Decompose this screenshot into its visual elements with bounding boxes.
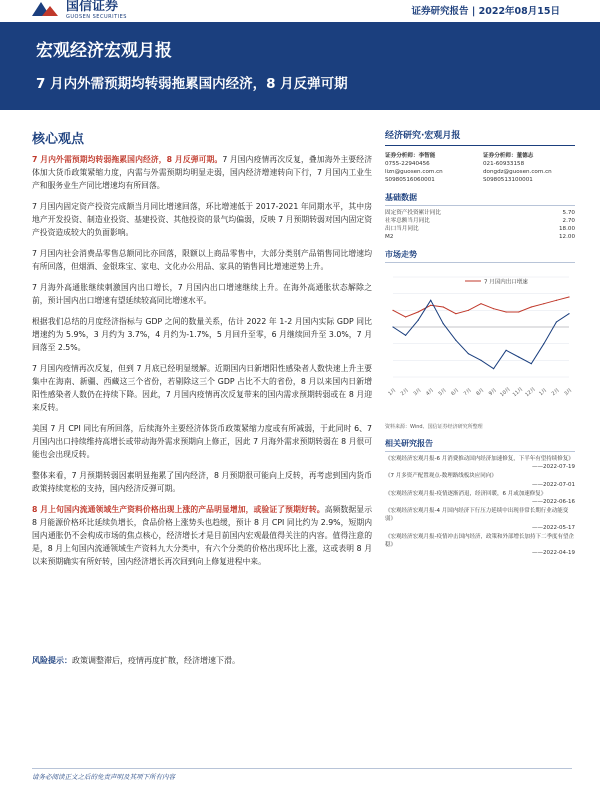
data-label: 固定资产投资累计同比 [385,210,441,216]
sidebar [385,128,575,558]
related-report-date: ——2022-06-16 [532,499,575,506]
chart-source: 资料来源：Wind、国信证券经济研究所整理 [385,424,483,430]
x-tick-label: 6月 [450,387,461,398]
paragraph-1 [32,153,372,192]
analyst-name: 证券分析师：董德志 [483,153,534,159]
guosen-logo [30,0,127,20]
analyst-phone: 0755-22940456 [385,161,430,167]
sidebar-heading: 经济研究·宏观月报 [385,128,575,146]
data-point [455,313,456,314]
data-point [518,356,519,357]
data-row [385,209,575,217]
report-type: 证券研究报告 | 2022年08月15日 [411,6,560,17]
related-report-item[interactable] [385,533,575,558]
paragraph-1-text: 7 月国内疫情再次反复，叠加海外主要经济体加大货币政策紧缩力度，内需与外需预期均明显走弱，国内经济增速转向下行，7 月国内工业生产和服务业生产同比增速均有所回落。 [32,155,372,190]
related-report-item[interactable] [385,490,575,506]
paragraph-9 [32,503,372,568]
x-tick-label: 10月 [499,386,512,399]
related-report-title: 《7 月多资产配置观点-数理路线板块应同向》 [385,473,497,480]
related-report-title: 《宏观经济宏观月报-6 月消费推动国内经济加速修复，下半年有望持续修复》 [385,456,574,462]
data-point [443,323,444,324]
paragraph-4: 7 月海外高通胀继续刺激国内出口增长，7 月国内出口增速继续上升。在海外高通胀状态解除之前，预计国内出口增速有望延续较高同比增速水平。 [32,283,372,305]
data-point [430,305,431,306]
x-tick-label: 1月 [387,387,398,398]
series-line-1 [393,297,569,317]
related-report-title: 《宏观经济宏观月报-疫情逐渐消退，经济回暖，6 月或加速修复》 [385,490,547,497]
data-value: 5.70 [562,210,575,216]
x-tick-label: 2月 [399,387,410,398]
data-point [556,321,557,322]
data-point [455,340,456,341]
report-subtitle: 7 月内外需预期均转弱拖累国内经济，8 月反弹可期 [36,76,348,92]
related-report-item[interactable] [385,507,575,532]
x-tick-label: 3月 [563,387,574,398]
data-point [493,308,494,309]
related-report-item[interactable] [385,455,575,471]
x-tick-label: 1月 [538,387,549,398]
analyst-name: 证券分析师：李智能 [385,153,436,159]
related-report-title: 《宏观经济宏观月报-疫情冲击国内经济，政策和外部增长加持下二季度有望企稳》 [385,533,574,549]
analyst-2 [483,152,575,184]
main-column [32,128,372,576]
x-tick-label: 2月 [550,387,561,398]
data-row [385,225,575,233]
related-report-date: ——2022-07-01 [532,481,575,488]
market-trend-title: 市场走势 [385,249,575,263]
data-point [392,326,393,327]
data-point [506,311,507,312]
data-point [468,310,469,311]
data-point [418,320,419,321]
analyst-email[interactable]: dongdz@guosen.com.cn [483,169,552,175]
related-report-date: ——2022-04-19 [532,550,575,557]
data-point [493,368,494,369]
data-point [556,300,557,301]
analyst-list [385,152,575,184]
data-point [405,335,406,336]
data-point [480,360,481,361]
analyst-email[interactable]: lizn@guosen.com.cn [385,169,443,175]
data-row [385,217,575,225]
guosen-logo-icon [30,0,60,18]
paragraph-9-highlight: 8 月上旬国内流通领域生产资料价格出现上涨的产品明显增加，或验证了预期好转。 [32,505,325,514]
x-tick-label: 9月 [487,387,498,398]
title-banner [0,22,600,110]
data-label: M2 [385,234,394,240]
data-point [430,300,431,301]
paragraph-7: 美国 7 月 CPI 同比有所回落，后续海外主要经济体货币政策紧缩力度或有所减弱，于此同时 6、7 月国内出口持续维持高增长或带动海外需求预期向上修正，因此 7 月海外需求预期转弱在 8 月很可能也会出现反转。 [32,424,372,459]
data-point [543,343,544,344]
top-bar [0,0,600,22]
analyst-phone: 021-60933158 [483,161,525,167]
data-point [568,296,569,297]
data-point [392,310,393,311]
market-trend-chart [385,267,575,417]
x-tick-label: 3月 [412,387,423,398]
related-reports-title: 相关研究报告 [385,438,575,452]
legend-label: 7 月国内出口增速 [484,279,528,286]
analyst-1 [385,152,477,184]
data-label: 出口当月同比 [385,226,419,232]
analyst-cert: S0980513100001 [483,177,533,183]
paragraph-2: 7 月国内固定资产投资完成额当月同比增速回落，环比增速低于 2017-2021 年同期水平，其中房地产开发投资、制造业投资、基建投资、其他投资的景气均偏弱，反映 7 月预期转弱对国内固定资产投资造成较大的负面影响。 [32,202,372,237]
paragraph-5: 根据我们总结的月度经济指标与 GDP 之间的数量关系，估计 2022 年 1-2 月国内实际 GDP 同比增速约为 5.9%，3 月约为 3.7%，4 月约为-1.7%，5 月回升至零，6 月继续回升至 3.0%，7 月回落至 2.5%。 [32,317,372,352]
related-report-date: ——2022-07-19 [532,464,575,471]
data-value: 18.00 [558,226,575,232]
x-tick-label: 8月 [475,387,486,398]
data-point [405,316,406,317]
logo-cn: 国信证券 [66,0,119,14]
related-reports-list [385,455,575,557]
data-point [543,303,544,304]
paragraph-9-text: 高频数据显示 8 月能源价格环比延续负增长，食品价格上涨势头也趋缓，预计 8 月 CPI 同比约为 2.9%，短期内国内通胀仍不会构成市场的焦点核心，经济增长才是目前国内宏观最值得关注的内容。值得注意的是，8 月上旬国内流通领域生产资料九大分类中，有六个分类的价格出现环比上涨，这或表明 8 月以来预期确实有所好转，国内经济增长再次回到向上修复进程中来。 [32,505,373,566]
analyst-cert: S0980516060001 [385,177,435,183]
report-title: 宏观经济宏观月报 [36,41,172,61]
core-view-title: 核心观点 [32,132,85,147]
paragraph-6: 7 月国内疫情再次反复，但到 7 月底已经明显缓解。近期国内日新增阳性感染者人数快速上升主要集中在海南、新疆、西藏这三个省份，若剔除这三个 GDP 占比不大的省份，8 月以来国内日新增阳性感染者人数仍在持续下降。因此，7 月国内疫情再次反复带来的国内需求预期转弱或在 8 月迎来反转。 [32,364,372,412]
related-report-item[interactable] [385,472,575,488]
footer-disclaimer: 请务必阅读正文之后的免责声明及其项下所有内容 [32,768,572,781]
x-tick-label: 11月 [511,386,525,399]
related-report-date: ——2022-05-17 [532,524,575,531]
risk-text: 政策调整滞后，疫情再度扩散，经济增速下滑。 [72,656,240,665]
data-point [518,311,519,312]
data-value: 12.00 [558,234,575,240]
data-row [385,233,575,241]
paragraph-3: 7 月国内社会消费品零售总额同比亦回落，限额以上商品零售中，大部分类别产品销售同比增速均有所回落，但烟酒、金银珠宝、家电、文化办公用品、家具的销售同比增速逆势上升。 [32,249,372,271]
data-point [418,311,419,312]
data-point [480,303,481,304]
logo-en: GUOSEN SECURITIES [66,14,127,20]
x-tick-label: 5月 [437,387,448,398]
paragraph-1-highlight: 7 月内外需预期均转弱拖累国内经济，8 月反弹可期。 [32,155,223,164]
data-point [531,363,532,364]
related-report-title: 《宏观经济宏观月报-4 月国内经济下行压力延续中出现非常长期行业动能变弱》 [385,508,569,523]
x-tick-label: 12月 [524,386,537,399]
data-point [568,313,569,314]
data-label: 社零总额当月同比 [385,218,430,224]
paragraph-8: 整体来看，7 月预期转弱因素明显拖累了国内经济，8 月预期很可能向上反转，再考虑到国内货币政策持续宽松的支持，国内经济反弹可期。 [32,471,372,493]
data-point [531,306,532,307]
x-tick-label: 4月 [425,387,436,398]
data-point [468,353,469,354]
data-point [506,350,507,351]
risk-warning [32,655,240,666]
data-point [443,306,444,307]
basic-data-table [385,209,575,241]
data-value: 2.70 [562,218,575,224]
risk-label: 风险提示： [32,656,72,665]
x-tick-label: 7月 [462,387,473,398]
basic-data-title: 基础数据 [385,192,575,206]
